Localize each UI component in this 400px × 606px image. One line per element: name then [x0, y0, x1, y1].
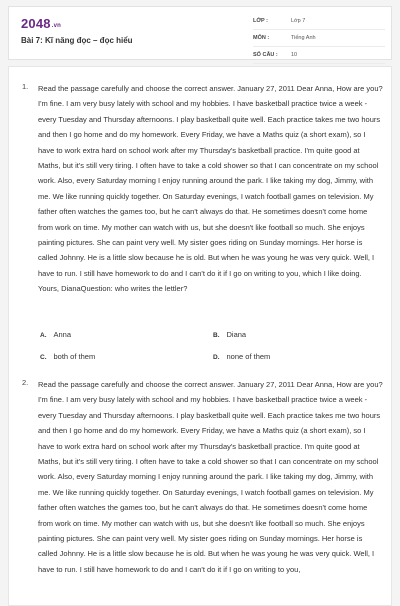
option-b[interactable] [213, 330, 246, 339]
meta-label-subject: MÔN : [253, 35, 270, 41]
questions-panel [8, 66, 392, 606]
option-text: none of them [226, 352, 271, 361]
question-text: Read the passage carefully and choose the correct answer. January 27, 2011 Dear Anna, How are you? I'm fine. I am very busy lately with school and my hobbies. I have basketball practice twice a week - every Tuesday and Thursday afternoons. I play basketball quite well. Each practice takes me two hours and then I go home and do my homework. Every Friday, we have a Maths quiz (a short exam), so I have to work extra hard on school work after my Thursday's basketball practice. I'm quite good at Maths, but it's still very tiring. I often have to take a cold shower so that I can concentrate on my school work. Also, every Saturday morning I enjoy running around the park. I like taking my dog, Jimmy, with me. We like running quickly together. On Saturday evenings, I watch football games on television. My father often watches the games too, but he can't always do that. He sometimes doesn't come home from work on time. My mother can watch with us, but she doesn't like football so much. She enjoys painting pictures. She can paint very well. My sister goes riding on Sunday mornings. Her horse is called Johnny. He is a little slow because he is old. But when he was young he was very quick. Well, I have to run. I still have homework to do and I can't do it if I go on writing to you, [38, 380, 383, 574]
option-a[interactable] [40, 330, 71, 339]
question-text: Read the passage carefully and choose the correct answer. January 27, 2011 Dear Anna, How are you? I'm fine. I am very busy lately with school and my hobbies. I have basketball practice twice a week - every Tuesday and Thursday afternoons. I play basketball quite well. Each practice takes me two hours and then I go home and do my homework. Every Friday, we have a Maths quiz (a short exam), so I have to work extra hard on school work after my Thursday's basketball practice. I'm quite good at Maths, but it's still very tiring. I often have to take a cold shower so that I can concentrate on my school work. Also, every Saturday morning I enjoy running around the park. I like taking my dog, Jimmy, with me. We like running quickly together. On Saturday evenings, I watch football games on television. My father often watches the games too, but he can't always do that. He sometimes doesn't come home from work on time. My mother can watch with us, but she doesn't like football so much. She enjoys painting pictures. She can paint very well. My sister goes riding on Sunday mornings. Her horse is called Johnny. He is a little slow because he is old. But when he was young he was very quick. Well, I have to run. I still have homework to do and I can't do it if I go on writing to you, which I like doing. Yours, DianaQuestion: who writes the lettler? [38, 84, 383, 294]
meta-value-subject: Tiếng Anh [291, 35, 316, 41]
logo-text: 2048 [21, 16, 51, 31]
meta-value-grade: Lớp 7 [291, 18, 306, 24]
meta-row-grade [253, 15, 385, 30]
meta-label-count: SỐ CÂU : [253, 52, 278, 58]
option-d[interactable] [213, 352, 270, 361]
option-text: Anna [53, 330, 72, 339]
meta-row-subject [253, 32, 385, 47]
option-c[interactable] [40, 352, 95, 361]
meta-label-grade: LỚP : [253, 18, 268, 24]
page-header [8, 6, 392, 60]
meta-row-count [253, 49, 385, 64]
meta-value-count: 10 [291, 52, 298, 58]
question-number: 1. [22, 82, 29, 91]
meta-info [253, 15, 385, 66]
option-letter: A. [40, 332, 47, 339]
question-number: 2. [22, 378, 29, 387]
option-letter: C. [40, 354, 47, 361]
option-text: Diana [226, 330, 247, 339]
option-text: both of them [53, 352, 96, 361]
option-letter: D. [213, 354, 220, 361]
logo-suffix: .vn [51, 23, 62, 29]
page-title: Bài 7: Kĩ năng đọc – đọc hiểu [21, 36, 133, 45]
option-letter: B. [213, 332, 220, 339]
site-logo[interactable] [21, 16, 61, 31]
